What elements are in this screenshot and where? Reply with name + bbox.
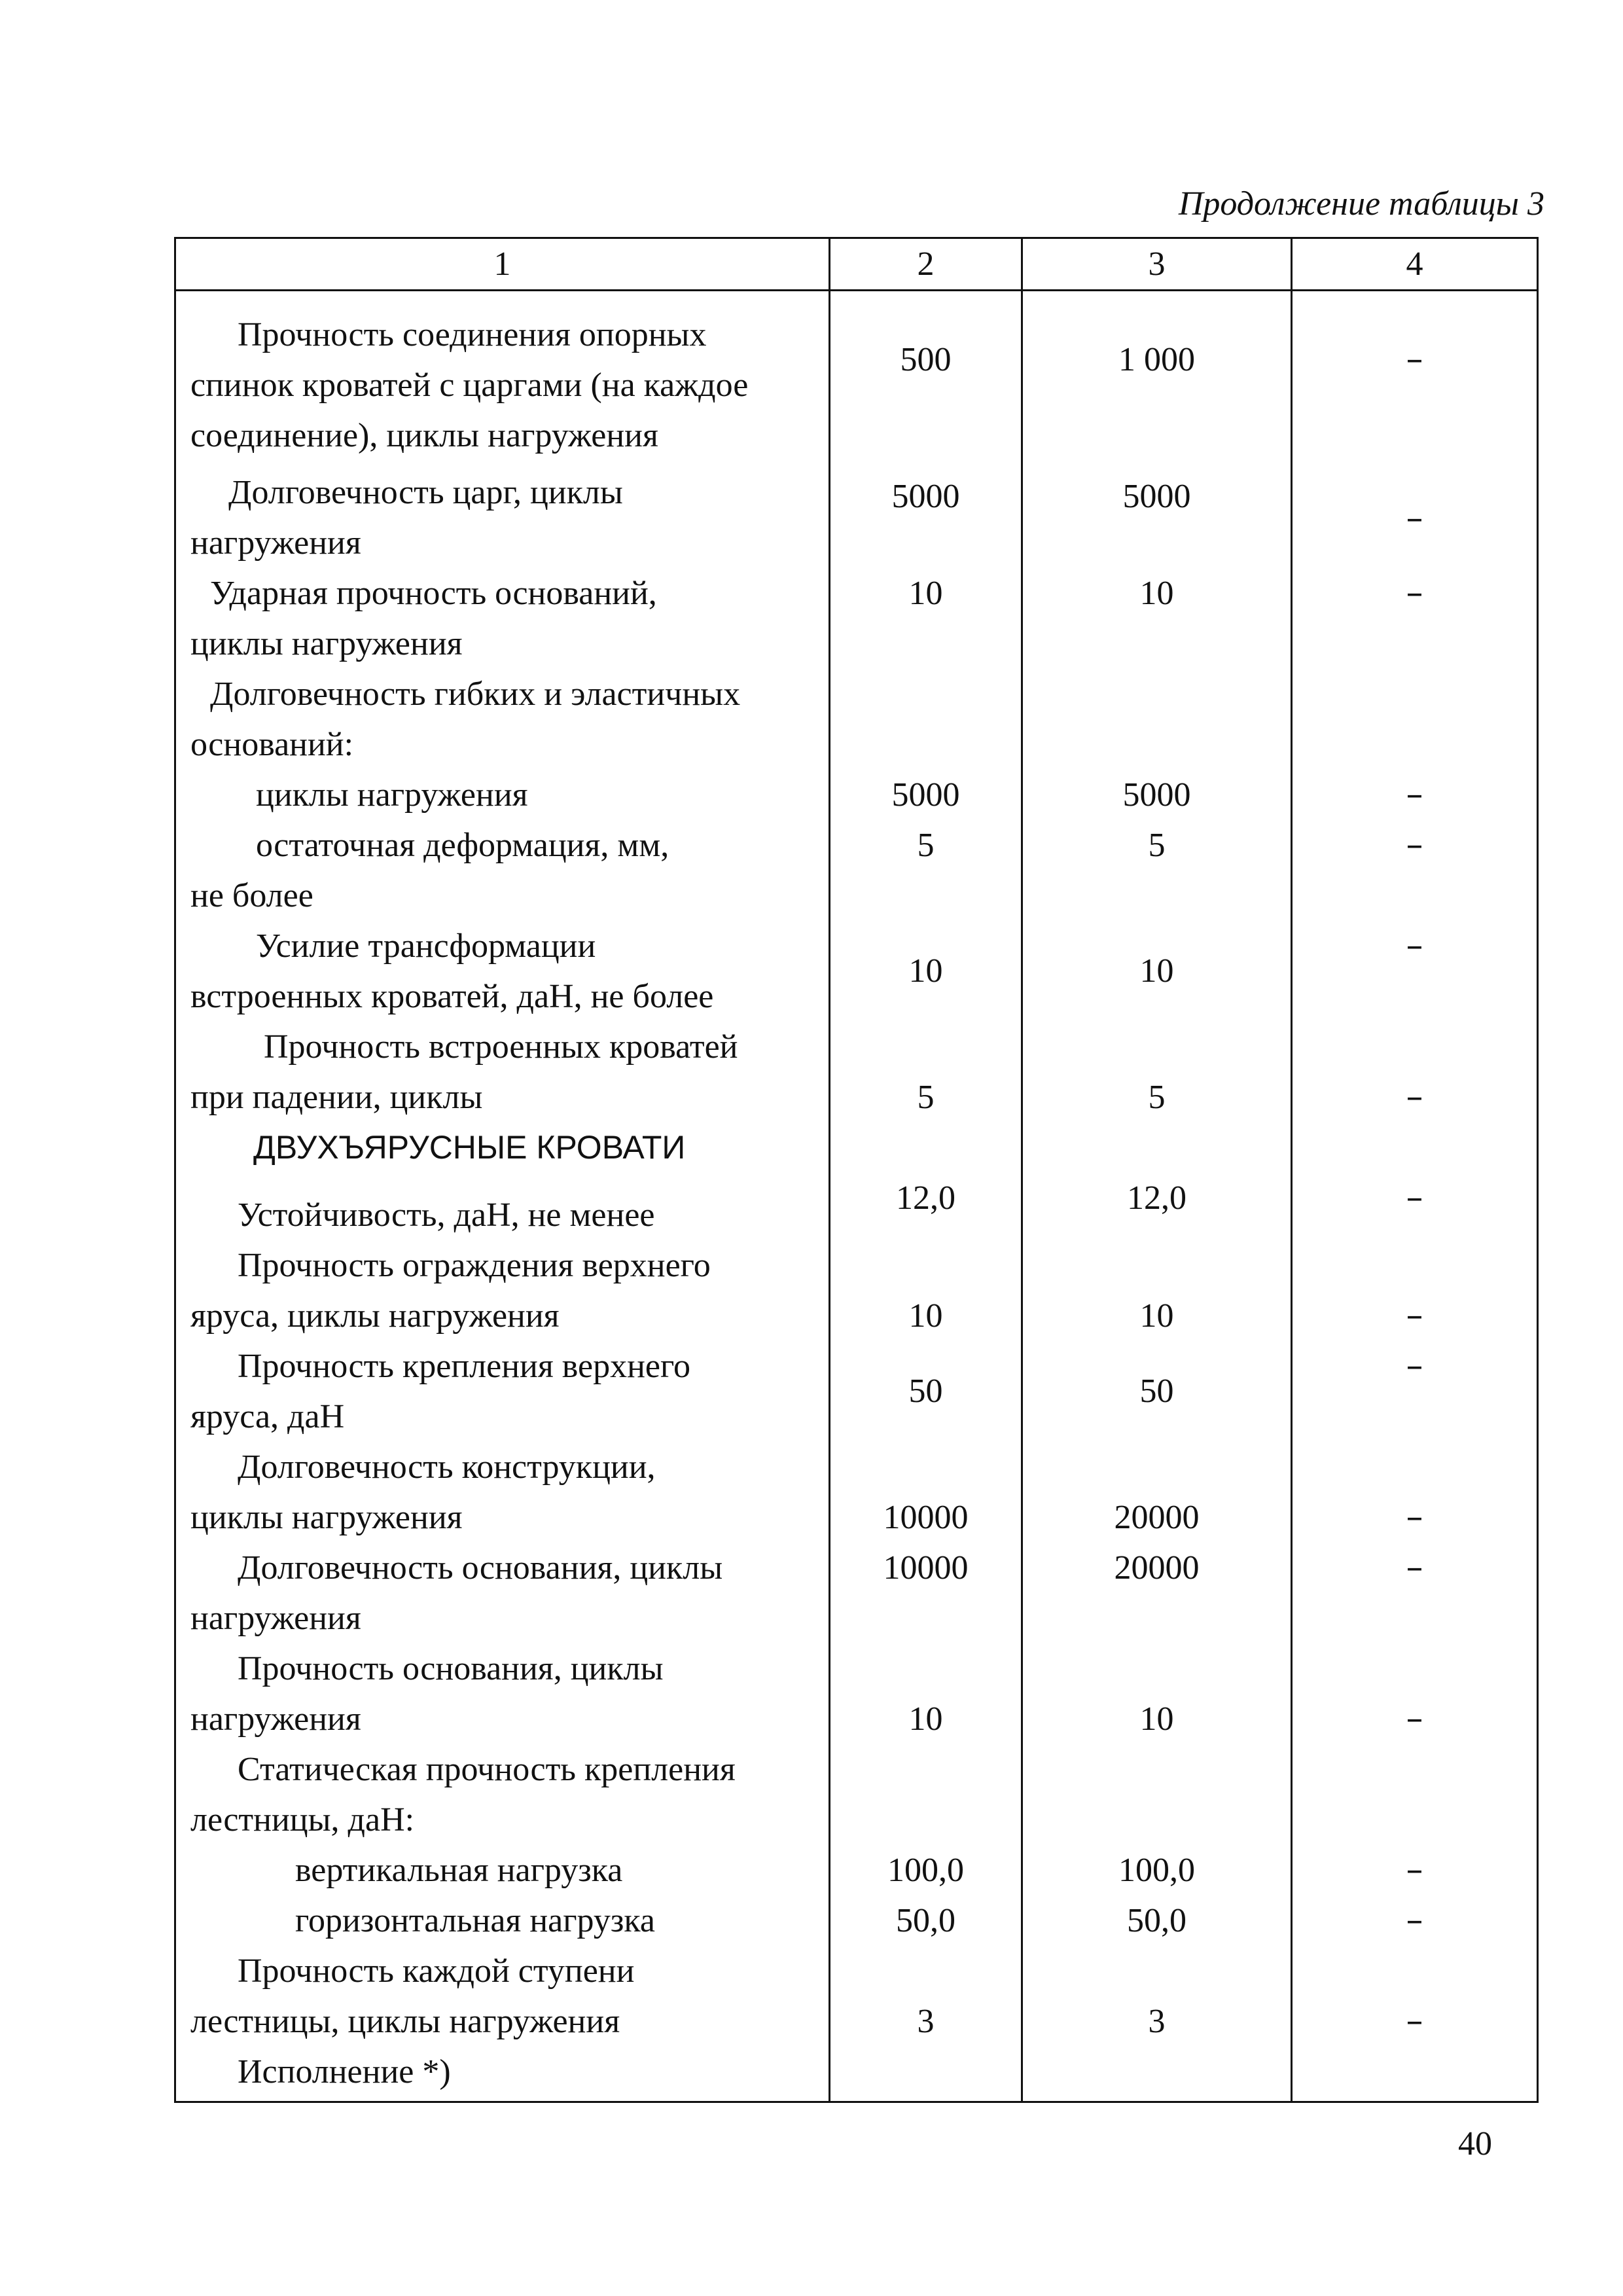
cell-col-3: 10 [1022, 921, 1292, 1022]
row-label: Исполнение *) [238, 2053, 451, 2090]
cell-col-3: 50,0 [1022, 1895, 1292, 1946]
cell-col-2: 5 [830, 1022, 1022, 1122]
dash-mark: – [1292, 1946, 1538, 2047]
cell-col-3: 10 [1022, 568, 1292, 669]
cell-col-2: 12,0 [830, 1173, 1022, 1240]
cell-col-2: 10000 [830, 1442, 1022, 1543]
cell-col-2: 50 [830, 1341, 1022, 1442]
row-label: нагружения [190, 1700, 361, 1738]
dash-mark: – [1292, 467, 1538, 568]
row-label: Долговечность царг, циклы [228, 474, 623, 511]
row-label: вертикальная нагрузка [295, 1852, 623, 1889]
row-label: Прочность ограждения верхнего [238, 1247, 711, 1284]
row-label: Прочность каждой ступени [238, 1952, 635, 1990]
row-label: Долговечность основания, циклы [238, 1549, 723, 1587]
dash-mark: – [1292, 820, 1538, 921]
requirements-table [174, 237, 1539, 2103]
cell-col-2: 5 [830, 820, 1022, 921]
row-label: не более [190, 877, 313, 914]
table-row [175, 669, 1538, 770]
dash-mark: – [1292, 1643, 1538, 1744]
table-caption: Продолжение таблицы 3 [1178, 185, 1544, 223]
dash-mark: – [1292, 1442, 1538, 1543]
dash-mark: – [1292, 568, 1538, 669]
row-label: лестницы, даН: [190, 1801, 415, 1839]
row-label: спинок кроватей с царгами (на каждое [190, 367, 749, 404]
header-col-4: 4 [1292, 238, 1538, 291]
dash-mark: – [1292, 1173, 1538, 1240]
row-label: лестницы, циклы нагружения [190, 2003, 620, 2040]
row-label: нагружения [190, 1600, 361, 1637]
table-row [175, 1744, 1538, 1845]
header-col-1: 1 [175, 238, 830, 291]
row-label: Прочность крепления верхнего [238, 1348, 691, 1385]
dash-mark: – [1292, 921, 1538, 1022]
cell-col-2: 100,0 [830, 1845, 1022, 1895]
table-row [175, 820, 1538, 921]
table-row [175, 1946, 1538, 2047]
table-row [175, 1240, 1538, 1341]
cell-col-2: 10 [830, 921, 1022, 1022]
dash-mark: – [1292, 1341, 1538, 1442]
header-row [175, 238, 1538, 291]
dash-mark: – [1292, 1240, 1538, 1341]
row-label: Прочность соединения опорных [238, 316, 707, 353]
table-row [175, 1341, 1538, 1442]
cell-col-2: 10 [830, 1643, 1022, 1744]
cell-col-3: 5000 [1022, 467, 1292, 568]
row-label: оснований: [190, 726, 354, 763]
table-row [175, 1845, 1538, 1895]
row-label: соединение), циклы нагружения [190, 417, 658, 454]
dash-mark: – [1292, 291, 1538, 468]
cell-col-3: 20000 [1022, 1543, 1292, 1643]
cell-col-3: 12,0 [1022, 1173, 1292, 1240]
row-label: Усилие трансформации [256, 927, 596, 965]
table-row [175, 1022, 1538, 1122]
row-label: Устойчивость, даН, не менее [238, 1196, 655, 1234]
table-row [175, 1643, 1538, 1744]
row-label: Долговечность конструкции, [238, 1448, 656, 1486]
row-label: циклы нагружения [190, 625, 463, 662]
table-row [175, 291, 1538, 468]
cell-col-3: 5 [1022, 820, 1292, 921]
table-row [175, 770, 1538, 820]
table-row [175, 1122, 1538, 1173]
dash-mark: – [1292, 770, 1538, 820]
cell-col-3: 10 [1022, 1643, 1292, 1744]
table-row [175, 1173, 1538, 1240]
cell-col-3: 100,0 [1022, 1845, 1292, 1895]
row-label: циклы нагружения [190, 1499, 463, 1536]
cell-col-3: 5 [1022, 1022, 1292, 1122]
row-label: циклы нагружения [256, 776, 528, 814]
cell-col-2: 10 [830, 568, 1022, 669]
dash-mark: – [1292, 1543, 1538, 1643]
cell-col-3: 1 000 [1022, 291, 1292, 468]
cell-col-2: 5000 [830, 770, 1022, 820]
row-label: горизонтальная нагрузка [295, 1902, 655, 1939]
cell-col-3: 5000 [1022, 770, 1292, 820]
table-row [175, 1543, 1538, 1643]
row-label: встроенных кроватей, даН, не более [190, 978, 714, 1015]
table-row [175, 2047, 1538, 2102]
row-label: при падении, циклы [190, 1079, 483, 1116]
cell-col-2: 3 [830, 1946, 1022, 2047]
cell-col-3: 3 [1022, 1946, 1292, 2047]
table-row [175, 467, 1538, 568]
header-col-3: 3 [1022, 238, 1292, 291]
table-row [175, 921, 1538, 1022]
row-label: нагружения [190, 524, 361, 562]
row-label: остаточная деформация, мм, [256, 827, 669, 864]
cell-col-3: 10 [1022, 1240, 1292, 1341]
cell-col-2: 50,0 [830, 1895, 1022, 1946]
table-row [175, 1442, 1538, 1543]
cell-col-2: 10 [830, 1240, 1022, 1341]
row-label: Прочность основания, циклы [238, 1650, 664, 1687]
row-label: яруса, циклы нагружения [190, 1297, 560, 1335]
cell-col-2: 10000 [830, 1543, 1022, 1643]
cell-col-3: 50 [1022, 1341, 1292, 1442]
section-heading: ДВУХЪЯРУСНЫЕ КРОВАТИ [253, 1129, 686, 1166]
dash-mark: – [1292, 1845, 1538, 1895]
row-label: Статическая прочность крепления [238, 1751, 736, 1788]
table-row [175, 568, 1538, 669]
dash-mark: – [1292, 1895, 1538, 1946]
header-col-2: 2 [830, 238, 1022, 291]
cell-col-2: 5000 [830, 467, 1022, 568]
page-number: 40 [1458, 2125, 1492, 2162]
table-row [175, 1895, 1538, 1946]
dash-mark: – [1292, 1022, 1538, 1122]
cell-col-3: 20000 [1022, 1442, 1292, 1543]
row-label: яруса, даН [190, 1398, 345, 1435]
row-label: Прочность встроенных кроватей [264, 1028, 738, 1066]
row-label: Ударная прочность оснований, [210, 575, 657, 612]
cell-col-2: 500 [830, 291, 1022, 468]
row-label: Долговечность гибких и эластичных [210, 675, 741, 713]
